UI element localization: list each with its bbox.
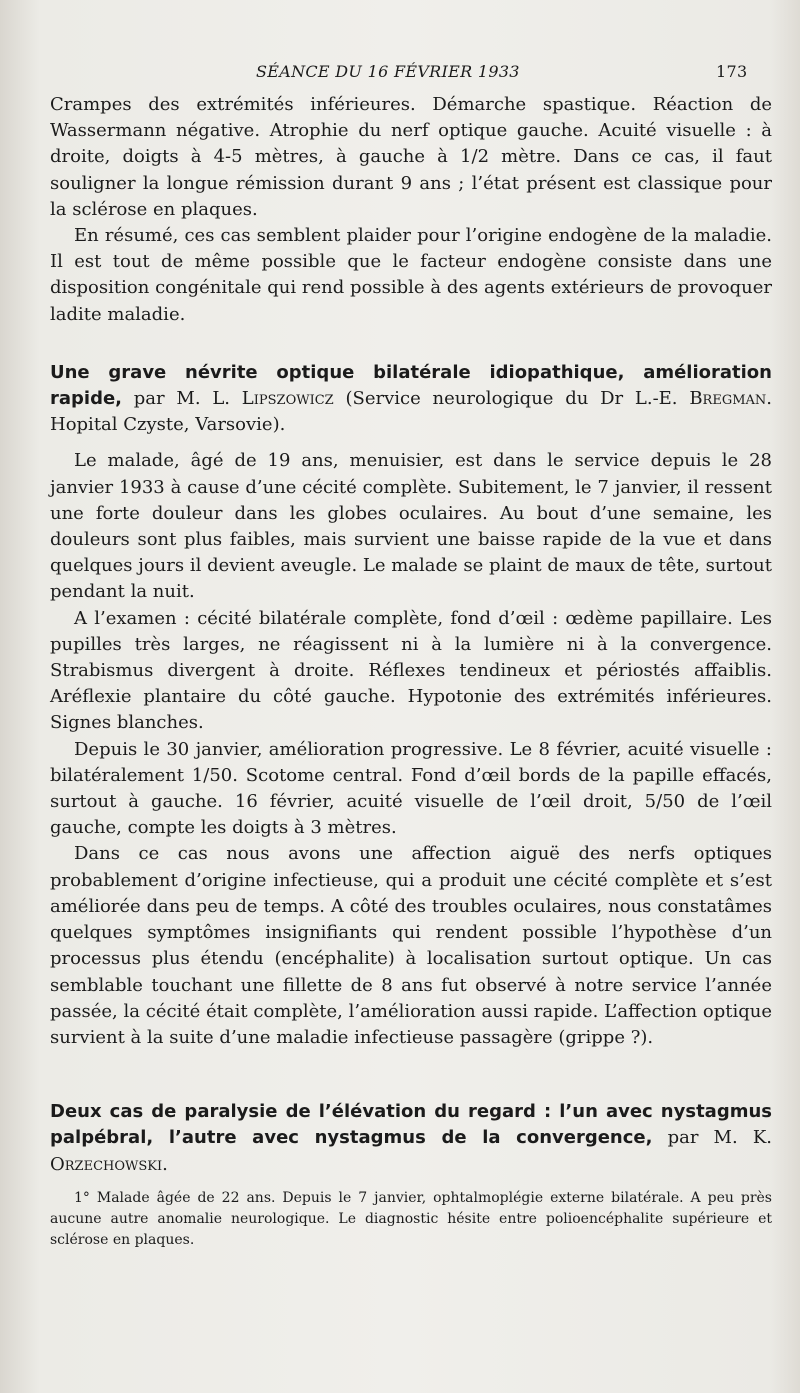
section-1-author-name: Lipszowicz bbox=[241, 388, 334, 410]
section-1-hospital: . Hopital Czyste, Varsovie). bbox=[50, 388, 773, 436]
intro-paragraph-2: En résumé, ces cas semblent plaider pour l’origine endogène de la maladie. Il est tout de même possible que le facteur endogène consiste dans une disposition congénitale qui rend possible à des agents extérieurs de provoquer ladite maladie. bbox=[50, 225, 772, 325]
section-2-footnote: 1° Malade âgée de 22 ans. Depuis le 7 janvier, ophtalmoplégie externe bilatérale. A peu près aucune autre anomalie neurologique. Le diagnostic hésite entre polioencéphalite supérieure et sclérose en plaques. bbox=[50, 1189, 772, 1248]
page-body bbox=[50, 92, 772, 1251]
section-2-author-name: Orzechowski bbox=[50, 1153, 163, 1175]
section-1-paragraph-3: Depuis le 30 janvier, amélioration progressive. Le 8 février, acuité visuelle : bilatéralement 1/50. Scotome central. Fond d’œil bords de la papille effacés, surtout à gauche. 16 février, acuité visuelle de l’œil droit, 5/50 de l’œil gauche, compte les doigts à 3 mètres. bbox=[50, 738, 772, 839]
running-head-title: SÉANCE DU 16 FÉVRIER 1933 bbox=[256, 62, 520, 81]
section-1-paragraph-4: Dans ce cas nous avons une affection aiguë des nerfs optiques probablement d’origine infectieuse, qui a produit une cécité complète et s’est améliorée dans peu de temps. A côté des troubles oculaires, nous constatâmes quelques symptômes insignifiants qui rendent possible l’hypothèse d’un processus plus étendu (encéphalite) à localisation surtout optique. Un cas semblable touchant une fillette de 8 ans fut observé à notre service l’année passée, la cécité était complète, l’amélioration aussi rapide. L’affection optique survient à la suite d’une maladie infectieuse passagère (grippe ?). bbox=[50, 843, 772, 1048]
section-1-paragraph-2: A l’examen : cécité bilatérale complète, fond d’œil : œdème papillaire. Les pupilles très larges, ne réagissent ni à la lumière ni à la convergence. Strabismus divergent à droite. Réflexes tendineux et périostés affaiblis. Aréflexie plantaire du côté gauche. Hypotonie des extrémités inférieures. Signes blanches. bbox=[50, 607, 772, 734]
section-2-author-suffix: . bbox=[162, 1153, 168, 1175]
section-1-paragraph-1: Le malade, âgé de 19 ans, menuisier, est dans le service depuis le 28 janvier 1933 à cause d’une cécité complète. Subitement, le 7 janvier, il ressent une forte douleur dans les globes oculaires. Au bout d’une semaine, les douleurs sont plus faibles, mais survient une baisse rapide de la vue et dans quelques jours il devient aveugle. Le malade se plaint de maux de tête, surtout pendant la nuit. bbox=[50, 450, 772, 603]
intro-paragraph-1: Crampes des extrémités inférieures. Démarche spastique. Réaction de Wassermann négative. Atrophie du nerf optique gauche. Acuité visuelle : à droite, doigts à 4-5 mètres, à gauche à 1/2 mètre. Dans ce cas, il faut souligner la longue rémission durant 9 ans ; l’état présent est classique pour la sclérose en plaques. bbox=[50, 94, 772, 220]
section-1-title: Une grave névrite optique bilatérale idiopathique, amélioration rapide, bbox=[50, 361, 772, 410]
section-2-heading bbox=[50, 1099, 772, 1178]
section-1-author-prefix: par M. L. bbox=[122, 388, 242, 410]
section-1-service: (Service neurologique du Dr L.-E. bbox=[333, 388, 690, 410]
section-1-heading bbox=[50, 360, 772, 439]
section-2-title: Deux cas de paralysie de l’élévation du regard : l’un avec nystagmus palpébral, l’autre avec nystagmus de la convergence, bbox=[50, 1101, 772, 1149]
section-2-author-prefix: par M. K. bbox=[652, 1127, 772, 1149]
section-1-service-head: Bregman bbox=[689, 388, 767, 410]
page-number: 173 bbox=[716, 62, 748, 81]
running-head bbox=[0, 58, 800, 88]
